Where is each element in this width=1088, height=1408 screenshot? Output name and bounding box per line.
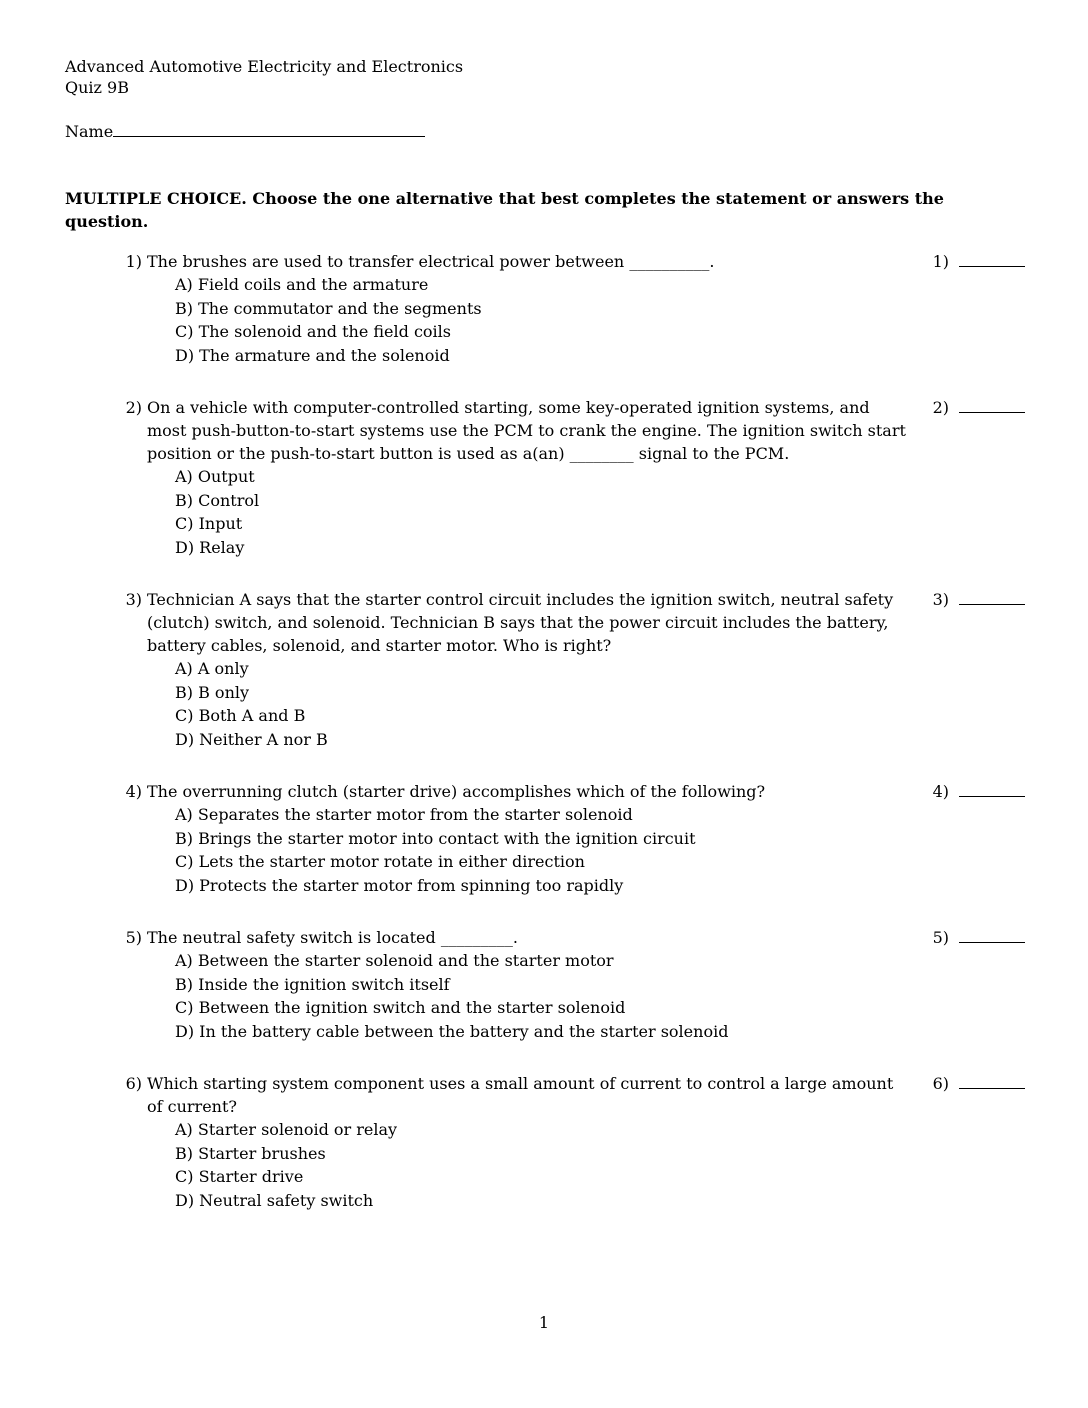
choices-5 [175,949,1025,1043]
choices-4 [175,803,1025,897]
question-2-row [65,396,1025,465]
answer-slot-1 [933,250,1025,273]
choices-6 [175,1118,1025,1212]
answer-number: 2) [932,398,949,417]
question-number: 1) [125,252,142,271]
question-5 [65,926,1025,1043]
choices-2 [175,465,1025,559]
question-2 [65,396,1025,559]
question-number: 3) [125,590,142,609]
choice-c: C) Both A and B [175,706,306,725]
question-5-main [65,926,913,949]
choice-a: A) A only [175,659,249,678]
answer-number: 1) [932,252,949,271]
question-4 [65,780,1025,897]
question-text: Technician A says that the starter control circuit includes the ignition switch, neutral safety (clutch) switch, and solenoid. Technician B says that the power circuit includes the battery, battery cables, solenoid, and starter motor. Who is right? [147,590,894,655]
course-title: Advanced Automotive Electricity and Electronics [65,57,464,76]
choice-c: C) Between the ignition switch and the starter solenoid [175,998,626,1017]
answer-slot-2 [933,396,1025,419]
choice-c: C) The solenoid and the field coils [175,322,451,341]
document-header [65,56,1025,98]
question-4-row [65,780,1025,803]
question-1-main [65,250,913,273]
question-2-main [65,396,913,465]
question-6-main [65,1072,913,1118]
choice-c: C) Input [175,514,243,533]
name-row [65,120,1025,143]
answer-blank[interactable] [959,593,1025,605]
answer-blank[interactable] [959,255,1025,267]
question-6 [65,1072,1025,1212]
choice-a: A) Separates the starter motor from the starter solenoid [175,805,633,824]
question-text: Which starting system component uses a small amount of current to control a large amount of current? [147,1074,894,1116]
answer-number: 6) [932,1074,949,1093]
choice-d: D) Neither A nor B [175,729,328,749]
question-text: The neutral safety switch is located _________. [147,928,518,947]
choice-c: C) Lets the starter motor rotate in either direction [175,852,585,871]
answer-blank[interactable] [959,785,1025,797]
question-text: On a vehicle with computer-controlled starting, some key-operated ignition systems, and most push-button-to-start systems use the PCM to crank the engine. The ignition switch start position or the push-to-start button is used as a(an) ________ signal to the PCM. [147,398,906,463]
choice-b: B) The commutator and the segments [175,298,482,318]
question-1-row [65,250,1025,273]
quiz-title: Quiz 9B [65,78,129,97]
instructions: MULTIPLE CHOICE. Choose the one alternative that best completes the statement or answers the question. [65,189,944,231]
question-list [65,250,1025,1212]
question-3-main [65,588,913,657]
question-4-main [65,780,913,803]
question-text: The overrunning clutch (starter drive) accomplishes which of the following? [147,782,766,801]
choice-a: A) Field coils and the armature [175,275,429,294]
choices-3 [175,657,1025,751]
answer-slot-4 [933,780,1025,803]
answer-blank[interactable] [959,931,1025,943]
choice-a: A) Starter solenoid or relay [175,1120,398,1139]
answer-slot-5 [933,926,1025,949]
page-number: 1 [538,1313,550,1332]
name-label: Name [65,122,114,141]
choice-a: A) Output [175,467,255,486]
choice-d: D) Protects the starter motor from spinning too rapidly [175,875,624,895]
answer-slot-3 [933,588,1025,611]
answer-number: 3) [932,590,949,609]
question-1 [65,250,1025,367]
choices-1 [175,273,1025,367]
choice-d: D) The armature and the solenoid [175,345,450,365]
question-number: 6) [125,1074,142,1093]
choice-d: D) Neutral safety switch [175,1190,374,1210]
choice-b: B) Brings the starter motor into contact with the ignition circuit [175,828,696,848]
question-number: 2) [125,398,142,417]
page-footer [0,1311,1088,1334]
name-blank[interactable] [113,123,425,137]
choice-b: B) B only [175,682,250,702]
answer-number: 4) [932,782,949,801]
choice-b: B) Control [175,490,260,510]
choice-b: B) Inside the ignition switch itself [175,974,450,994]
question-3-row [65,588,1025,657]
answer-slot-6 [933,1072,1025,1095]
choice-d: D) In the battery cable between the battery and the starter solenoid [175,1021,729,1041]
question-text: The brushes are used to transfer electrical power between __________. [147,252,715,271]
choice-a: A) Between the starter solenoid and the starter motor [175,951,614,970]
question-3 [65,588,1025,751]
question-number: 4) [125,782,142,801]
answer-number: 5) [932,928,949,947]
choice-c: C) Starter drive [175,1167,304,1186]
question-number: 5) [125,928,142,947]
answer-blank[interactable] [959,401,1025,413]
choice-d: D) Relay [175,537,245,557]
answer-blank[interactable] [959,1077,1025,1089]
question-5-row [65,926,1025,949]
choice-b: B) Starter brushes [175,1143,326,1163]
question-6-row [65,1072,1025,1118]
